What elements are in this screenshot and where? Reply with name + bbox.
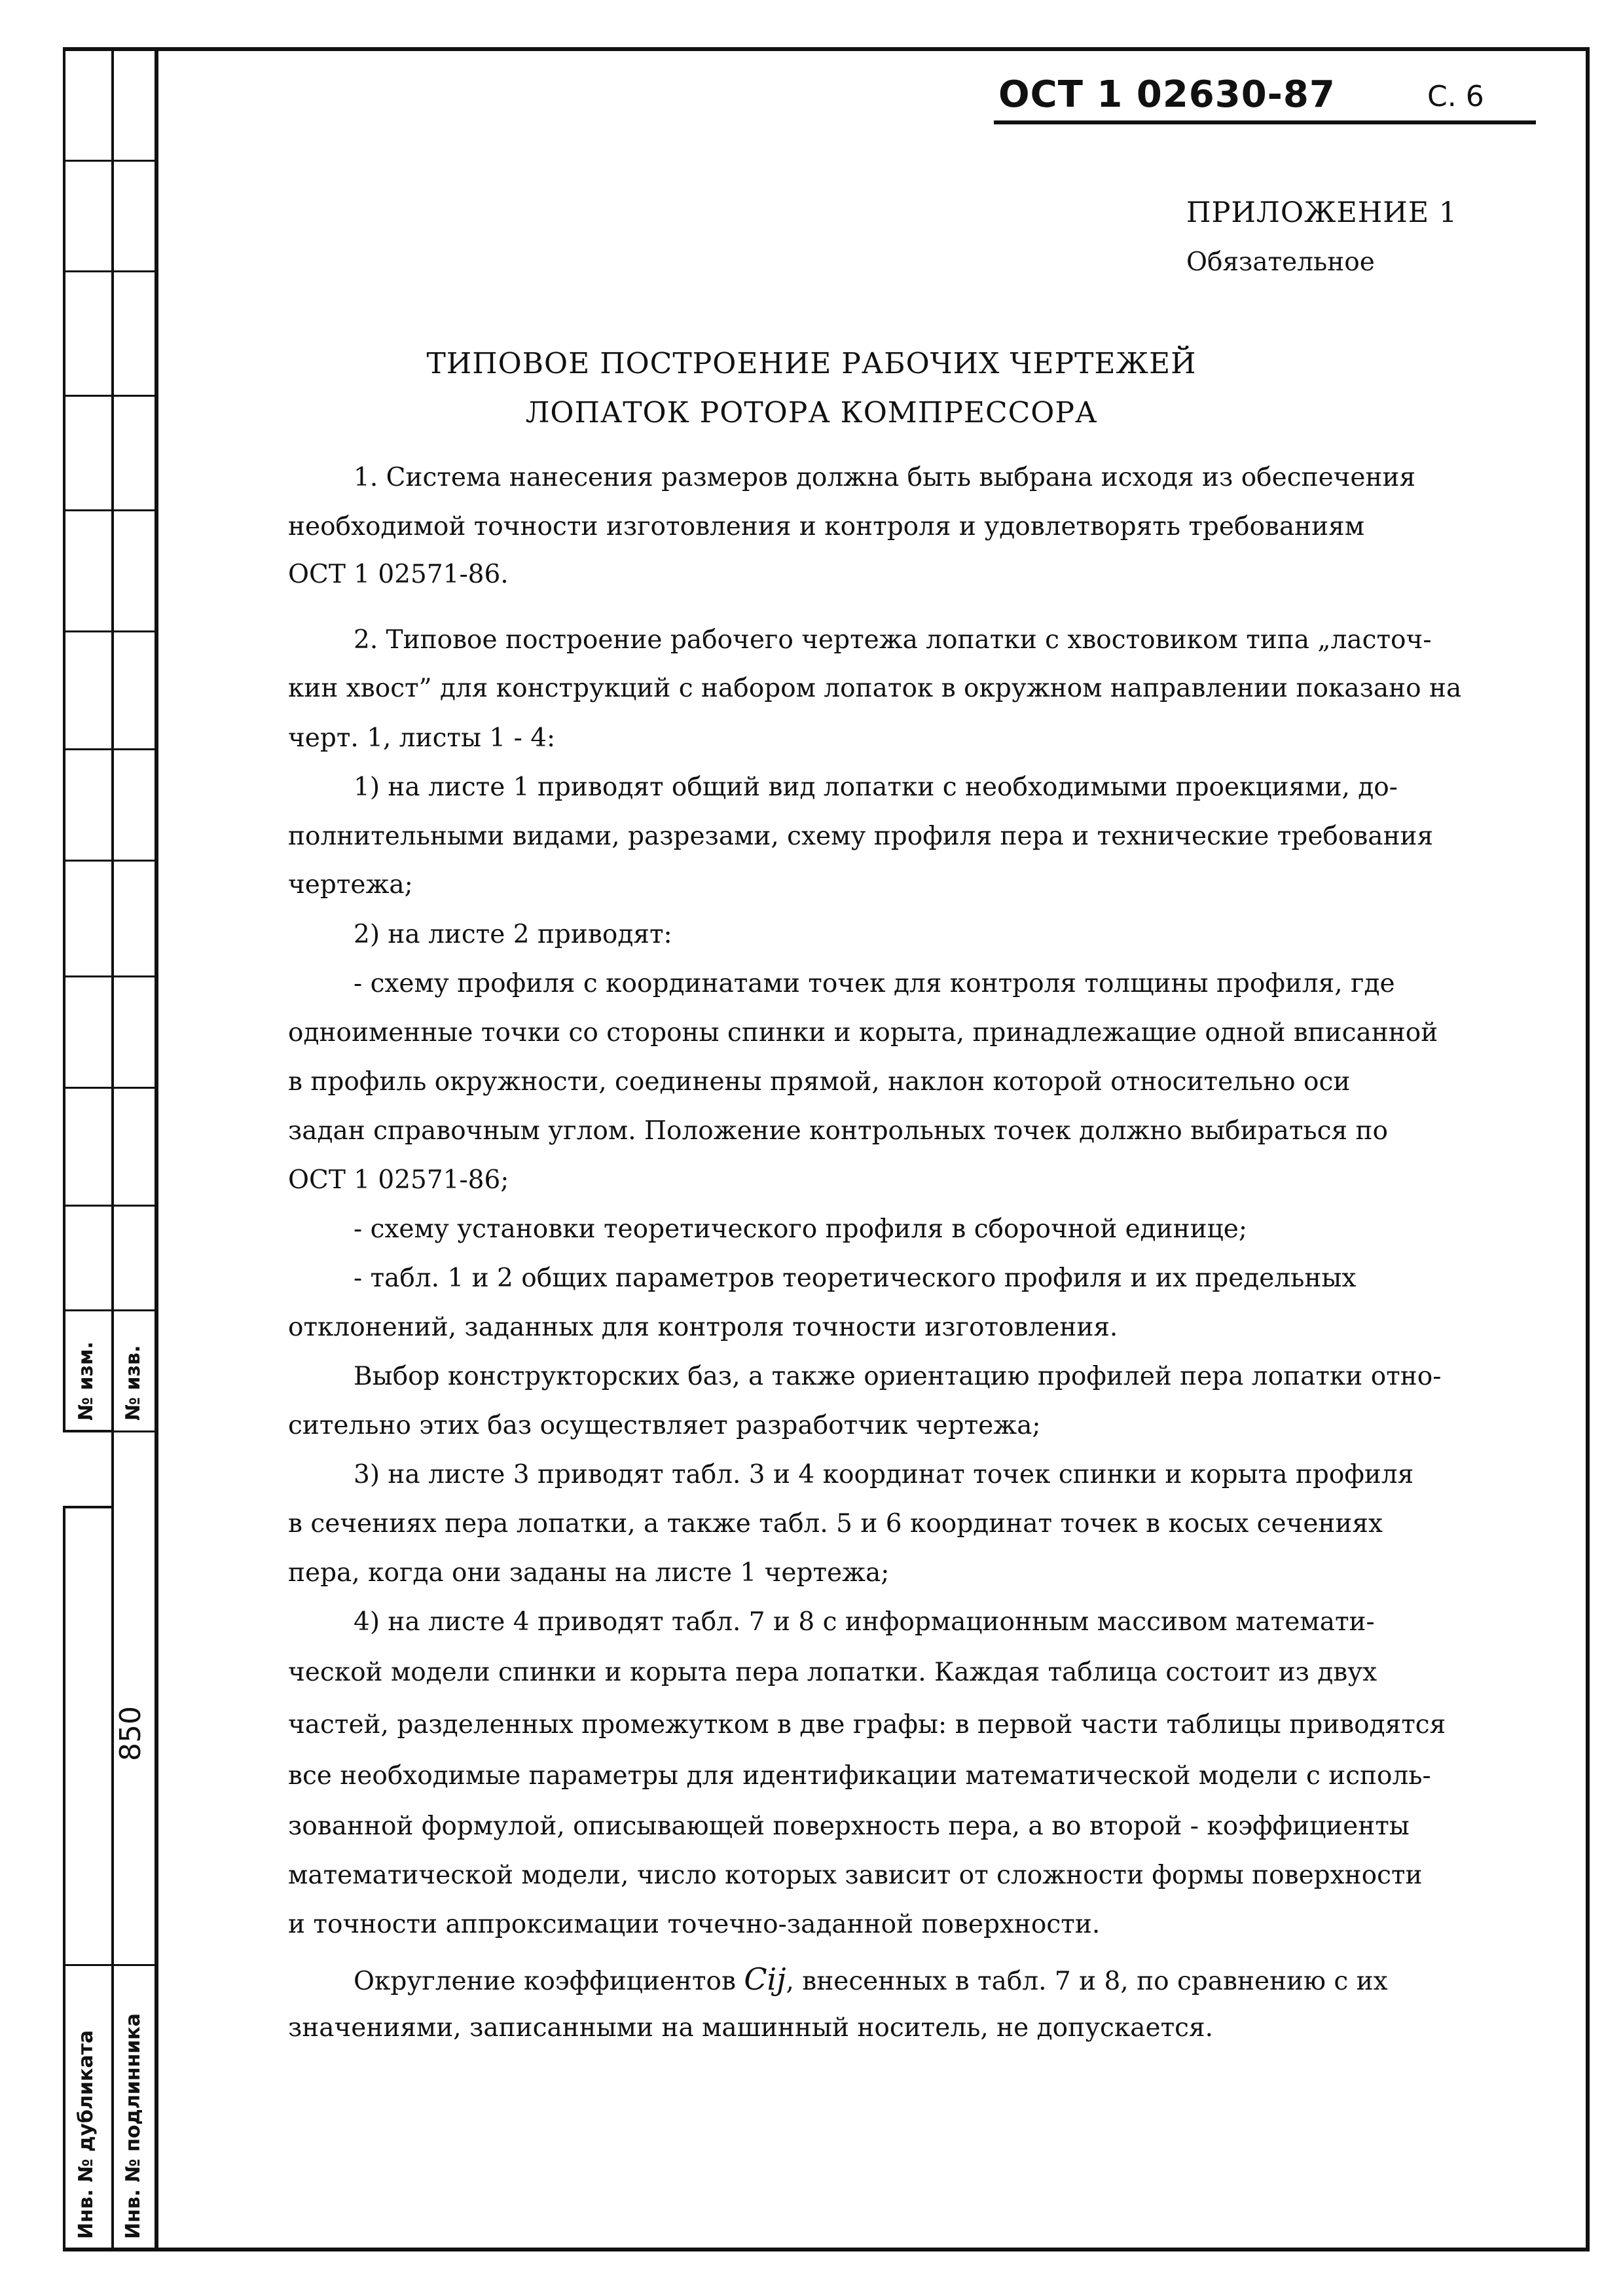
stamp-divider bbox=[63, 1964, 155, 1966]
body-line: частей, разделенных промежутком в две графы: в первой части таблицы приводятся bbox=[288, 1710, 1446, 1740]
body-line: черт. 1, листы 1 - 4: bbox=[288, 723, 556, 753]
stamp-divider bbox=[63, 1205, 155, 1207]
stamp-divider bbox=[63, 1087, 155, 1089]
stamp-izm-label: № изм. bbox=[75, 1341, 98, 1421]
appendix-label: ПРИЛОЖЕНИЕ 1 bbox=[1186, 196, 1458, 229]
stamp-divider bbox=[63, 509, 155, 511]
body-line: все необходимые параметры для идентификации математической модели с исполь- bbox=[288, 1761, 1431, 1791]
body-line: ческой модели спинки и корыта пера лопатки. Каждая таблица состоит из двух bbox=[288, 1658, 1377, 1687]
coefficient-symbol: Cij bbox=[744, 1961, 786, 1997]
stamp-divider bbox=[63, 975, 155, 977]
stamp-divider bbox=[63, 860, 155, 862]
body-line: Выбор конструкторских баз, а также ориентацию профилей пера лопатки отно- bbox=[354, 1362, 1442, 1391]
stamp-number: 850 bbox=[114, 1706, 147, 1761]
stamp-dubl-label: Инв. № дубликата bbox=[75, 2030, 98, 2239]
stamp-podl-label: Инв. № подлинника bbox=[122, 2013, 145, 2239]
stamp-divider bbox=[63, 160, 155, 162]
body-line: необходимой точности изготовления и контроля и удовлетворять требованиям bbox=[288, 512, 1365, 541]
title-line-1: ТИПОВОЕ ПОСТРОЕНИЕ РАБОЧИХ ЧЕРТЕЖЕЙ bbox=[426, 347, 1197, 380]
stamp-divider bbox=[63, 1430, 155, 1432]
body-line-last: значениями, записанными на машинный носитель, не допускается. bbox=[288, 2013, 1213, 2043]
body-line: одноименные точки со стороны спинки и корыта, принадлежащие одной вписанной bbox=[288, 1018, 1438, 1048]
body-line: - схему профиля с координатами точек для контроля толщины профиля, где bbox=[354, 969, 1395, 998]
body-line: математической модели, число которых зависит от сложности формы поверхности bbox=[288, 1861, 1423, 1890]
body-line: и точности аппроксимации точечно-заданной поверхности. bbox=[288, 1910, 1101, 1939]
appendix-status: Обязательное bbox=[1186, 247, 1375, 277]
body-line: 2. Типовое построение рабочего чертежа лопатки с хвостовиком типа „ласточ- bbox=[354, 625, 1432, 655]
body-line: полнительными видами, разрезами, схему профиля пера и технические требования bbox=[288, 822, 1434, 851]
body-line: отклонений, заданных для контроля точности изготовления. bbox=[288, 1313, 1118, 1342]
body-line: сительно этих баз осуществляет разработчик чертежа; bbox=[288, 1411, 1041, 1440]
stamp-divider bbox=[63, 748, 155, 750]
stamp-divider bbox=[63, 270, 155, 272]
rounding-text-post: , внесенных в табл. 7 и 8, по сравнению с их bbox=[786, 1967, 1388, 1996]
body-line: в сечениях пера лопатки, а также табл. 5 и 6 координат точек в косых сечениях bbox=[288, 1509, 1383, 1539]
rounding-text-pre: Округление коэффициентов bbox=[354, 1967, 736, 1996]
body-line: ОСТ 1 02571-86; bbox=[288, 1165, 509, 1195]
body-line: 4) на листе 4 приводят табл. 7 и 8 с информационным массивом математи- bbox=[354, 1607, 1375, 1637]
body-line: зованной формулой, описывающей поверхность пера, а во второй - коэффициенты bbox=[288, 1812, 1410, 1841]
body-line: 3) на листе 3 приводят табл. 3 и 4 координат точек спинки и корыта профиля bbox=[354, 1460, 1414, 1489]
header-underline bbox=[994, 120, 1536, 124]
stamp-divider bbox=[63, 630, 155, 632]
rounding-line bbox=[354, 1961, 1388, 1997]
body-line: 2) на листе 2 приводят: bbox=[354, 920, 672, 949]
body-line: - схему установки теоретического профиля в сборочной единице; bbox=[354, 1214, 1247, 1244]
stamp-strip-outer-top bbox=[63, 47, 111, 1432]
stamp-divider bbox=[63, 1309, 155, 1311]
document-code: ОСТ 1 02630-87 bbox=[998, 73, 1336, 116]
body-line: ОСТ 1 02571-86. bbox=[288, 560, 509, 589]
body-line: - табл. 1 и 2 общих параметров теоретического профиля и их предельных bbox=[354, 1264, 1357, 1293]
body-line: пера, когда они заданы на листе 1 чертежа; bbox=[288, 1558, 890, 1588]
page-number: С. 6 bbox=[1427, 80, 1484, 113]
body-line: чертежа; bbox=[288, 870, 413, 900]
body-line: 1) на листе 1 приводят общий вид лопатки с необходимыми проекциями, до- bbox=[354, 773, 1398, 802]
body-line: в профиль окружности, соединены прямой, наклон которой относительно оси bbox=[288, 1067, 1351, 1097]
body-line: кин хвост” для конструкций с набором лопаток в окружном направлении показано на bbox=[288, 674, 1462, 703]
body-line: 1. Система нанесения размеров должна быть выбрана исходя из обеспечения bbox=[354, 463, 1416, 492]
title-line-2: ЛОПАТОК РОТОРА КОМПРЕССОРА bbox=[525, 396, 1098, 429]
body-line: задан справочным углом. Положение контрольных точек должно выбираться по bbox=[288, 1116, 1388, 1146]
stamp-izv-label: № изв. bbox=[122, 1345, 145, 1421]
